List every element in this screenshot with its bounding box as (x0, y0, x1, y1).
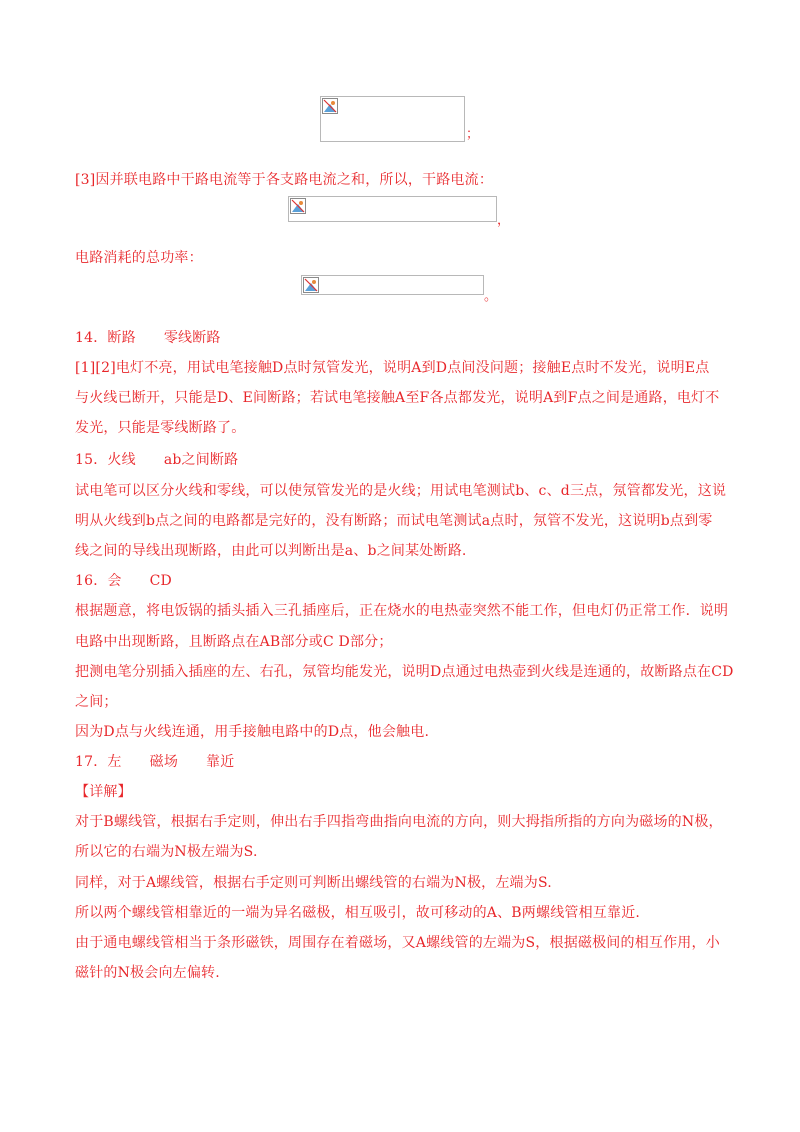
answer-text: ab之间断路 (163, 452, 239, 468)
paragraph-line: 磁针的N极会向左偏转. (75, 965, 220, 981)
paragraph-line: 电路中出现断路，且断路点在AB部分或C D部分； (75, 634, 393, 650)
paragraph-line: 所以它的右端为N极左端为S. (75, 844, 258, 860)
answer-text: CD (149, 573, 172, 589)
answer-heading-16 (75, 571, 172, 591)
paragraph-line: 电路消耗的总功率： (75, 250, 203, 266)
paragraph-line: 与火线已断开，只能是D、E间断路；若试电笔接触A至F各点都发光，说明A到F点之间是通路，电灯不 (75, 390, 720, 406)
paragraph-line: 之间； (75, 694, 118, 710)
paragraph-line: 同样，对于A螺线管，根据右手定则可判断出螺线管的右端为N极，左端为S. (75, 875, 552, 891)
paragraph-line: 根据题意，将电饭锅的插头插入三孔插座后，正在烧水的电热壶突然不能工作，但电灯仍正常工作．说明 (75, 603, 729, 619)
answer-number: 16．会 (75, 573, 122, 589)
paragraph-line: 由于通电螺线管相当于条形磁铁，周围存在着磁场，又A螺线管的左端为S，根据磁极间的相互作用，小 (75, 935, 720, 951)
trailing-punctuation: ， (497, 213, 511, 228)
trailing-punctuation: ； (466, 127, 480, 142)
paragraph-line: 对于B螺线管，根据右手定则，伸出右手四指弯曲指向电流的方向，则大拇指所指的方向为磁场的N极， (75, 814, 723, 830)
formula-image (301, 275, 484, 295)
answer-number: 14．断路 (75, 330, 136, 346)
answer-number: 15．火线 (75, 452, 136, 468)
paragraph-line: 明从火线到b点之间的电路都是完好的，没有断路；而试电笔测试a点时，氖管不发光，这说明b点到零 (75, 513, 713, 529)
broken-image-icon (303, 277, 319, 293)
paragraph-line: 试电笔可以区分火线和零线，可以使氖管发光的是火线；用试电笔测试b、c、d三点，氖管都发光，这说 (75, 483, 727, 499)
formula-image (288, 196, 497, 222)
answer-heading-15 (75, 450, 238, 470)
paragraph-line: [1][2]电灯不亮，用试电笔接触D点时氖管发光，说明A到D点间没问题；接触E点时不发光，说明E点 (75, 360, 710, 376)
formula-image (320, 96, 465, 142)
broken-image-icon (322, 98, 338, 114)
paragraph-line: 发光，只能是零线断路了。 (75, 420, 246, 436)
answer-heading-14 (75, 328, 221, 348)
trailing-punctuation: 。 (484, 289, 498, 304)
paragraph-line: 把测电笔分别插入插座的左、右孔，氖管均能发光，说明D点通过电热壶到火线是连通的，故断路点在CD (75, 664, 734, 680)
answer-heading-17 (75, 752, 234, 772)
paragraph-line: 所以两个螺线管相靠近的一端为异名磁极，相互吸引，故可移动的A、B两螺线管相互靠近. (75, 905, 641, 921)
paragraph-line: 线之间的导线出现断路，由此可以判断出是a、b之间某处断路. (75, 543, 467, 559)
answer-text: 靠近 (206, 754, 235, 770)
paragraph-line: [3]因并联电路中干路电流等于各支路电流之和，所以，干路电流： (75, 172, 494, 188)
paragraph-line: 因为D点与火线连通，用手接触电路中的D点，他会触电. (75, 724, 430, 740)
answer-text: 磁场 (149, 754, 179, 770)
detail-label: 【详解】 (75, 784, 132, 800)
broken-image-icon (290, 198, 306, 214)
answer-text: 零线断路 (163, 330, 221, 346)
answer-number: 17．左 (75, 754, 122, 770)
